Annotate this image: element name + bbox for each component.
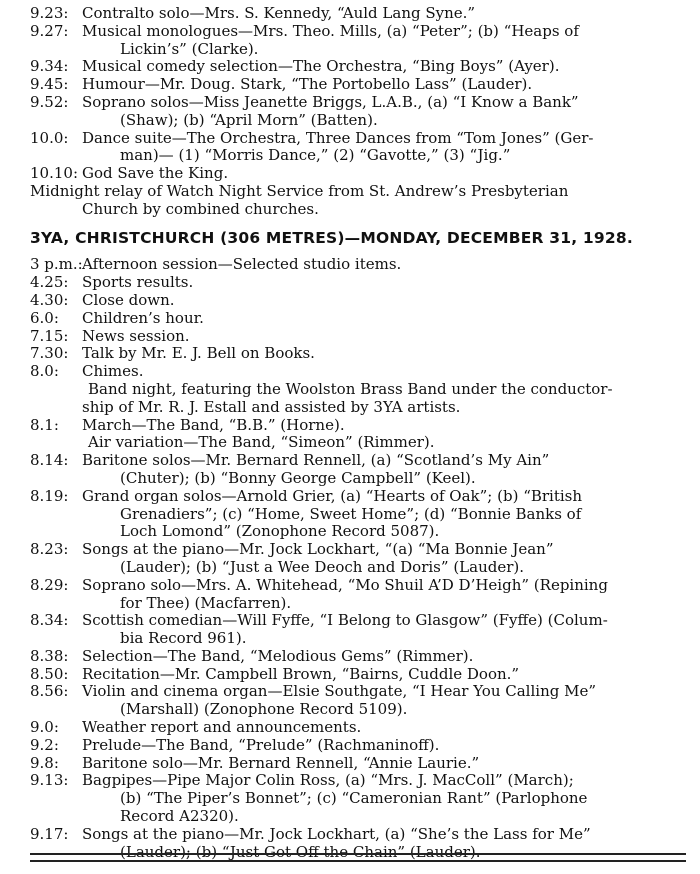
entry-time: 8.14:: [30, 451, 69, 470]
entry-line: Bagpipes—Pipe Major Colin Ross, (a) “Mrs. J. MacColl” (March);: [82, 771, 574, 790]
air-variation-line: Air variation—The Band, “Simeon” (Rimmer).: [88, 433, 435, 452]
entry-line: (Shaw); (b) “April Morn” (Batten).: [120, 110, 378, 129]
schedule-entry: [30, 23, 686, 59]
entry-description: [82, 417, 686, 435]
section-heading: 3YA, CHRISTCHURCH (306 METRES)—MONDAY, DECEMBER 31, 1928.: [30, 228, 633, 247]
entry-time: 9.45:: [30, 75, 69, 94]
schedule-list-3: [30, 452, 686, 861]
schedule-entry: [30, 292, 686, 310]
schedule-entry: [30, 737, 686, 755]
entry-time: 8.50:: [30, 664, 69, 683]
entry-time: 9.0:: [30, 718, 59, 737]
entry-line: (Marshall) (Zonophone Record 5109).: [120, 700, 408, 719]
band-night-note: [30, 381, 686, 417]
entry-line: March—The Band, “B.B.” (Horne).: [82, 415, 345, 434]
schedule-entry: [30, 541, 686, 577]
entry-line: Soprano solo—Mrs. A. Whitehead, “Mo Shuil A’D D’Heigh” (Repining: [82, 575, 608, 594]
schedule-entry: [30, 94, 686, 130]
schedule-entry: [30, 417, 686, 435]
entry-line: Lickin’s” (Clarke).: [120, 39, 259, 58]
entry-description: [82, 452, 686, 488]
midnight-relay-line-1: Midnight relay of Watch Night Service from St. Andrew’s Presbyterian: [30, 181, 569, 200]
entry-time: 4.25:: [30, 273, 69, 292]
entry-time: 6.0:: [30, 308, 59, 327]
entry-line: Violin and cinema organ—Elsie Southgate, “I Hear You Calling Me”: [82, 682, 597, 701]
entry-line: (Lauder); (b) “Just a Wee Deoch and Doris” (Lauder).: [120, 557, 525, 576]
entry-line: Prelude—The Band, “Prelude” (Rachmaninoff).: [82, 735, 440, 754]
entry-line: God Save the King.: [82, 164, 229, 183]
midnight-relay: [30, 183, 686, 219]
entry-line: Close down.: [82, 290, 175, 309]
entry-time: 9.17:: [30, 824, 69, 843]
entry-line: (b) “The Piper’s Bonnet”; (c) “Cameronian Rant” (Parlophone: [120, 789, 588, 808]
schedule-entry: [30, 683, 686, 719]
entry-line: Musical comedy selection—The Orchestra, “Bing Boys” (Ayer).: [82, 57, 560, 76]
entry-time: 3 p.m.:: [30, 255, 83, 274]
entry-time: 9.27:: [30, 21, 69, 40]
entry-time: 10.10:: [30, 164, 78, 183]
schedule-entry: [30, 256, 686, 274]
entry-description: [82, 577, 686, 613]
schedule-entry: [30, 488, 686, 541]
entry-description: [82, 310, 686, 328]
entry-description: [82, 719, 686, 737]
entry-description: [82, 130, 686, 166]
entry-line: Talk by Mr. E. J. Bell on Books.: [82, 344, 315, 363]
entry-description: [82, 165, 686, 183]
entry-description: [82, 328, 686, 346]
entry-line: Dance suite—The Orchestra, Three Dances from “Tom Jones” (Ger-: [82, 128, 594, 147]
entry-description: [82, 23, 686, 59]
entry-time: 8.23:: [30, 540, 69, 559]
entry-time: 9.2:: [30, 735, 59, 754]
entry-description: [82, 772, 686, 825]
schedule-entry: [30, 577, 686, 613]
entry-time: 9.13:: [30, 771, 69, 790]
entry-time: 9.23:: [30, 4, 69, 22]
entry-line: Grenadiers”; (c) “Home, Sweet Home”; (d) “Bonnie Banks of: [120, 504, 582, 523]
entry-description: [82, 58, 686, 76]
top-entries-list: [30, 5, 686, 183]
entry-line: Musical monologues—Mrs. Theo. Mills, (a) “Peter”; (b) “Heaps of: [82, 21, 579, 40]
entry-time: 7.30:: [30, 344, 69, 363]
entry-description: [82, 345, 686, 363]
entry-description: [82, 737, 686, 755]
entry-line: Humour—Mr. Doug. Stark, “The Portobello Lass” (Lauder).: [82, 75, 533, 94]
schedule-entry: [30, 648, 686, 666]
entry-line: Weather report and announcements.: [82, 718, 362, 737]
schedule-entry: [30, 345, 686, 363]
entry-line: News session.: [82, 326, 190, 345]
entry-description: [82, 541, 686, 577]
entry-description: [82, 94, 686, 130]
entry-line: Scottish comedian—Will Fyffe, “I Belong to Glasgow” (Fyffe) (Colum-: [82, 611, 608, 630]
entry-description: [82, 683, 686, 719]
entry-time: 8.34:: [30, 611, 69, 630]
entry-time: 8.1:: [30, 415, 59, 434]
schedule-entry: [30, 165, 686, 183]
schedule-entry: [30, 755, 686, 773]
entry-description: [82, 755, 686, 773]
schedule-list-2: [30, 417, 686, 435]
entry-time: 8.0:: [30, 362, 59, 381]
entry-description: [82, 648, 686, 666]
entry-description: [82, 666, 686, 684]
entry-line: (Chuter); (b) “Bonny George Campbell” (Keel).: [120, 468, 476, 487]
schedule-entry: [30, 719, 686, 737]
entry-line: Children’s hour.: [82, 308, 204, 327]
schedule-entry: [30, 5, 686, 23]
entry-line: man)— (1) “Morris Dance,” (2) “Gavotte,” (3) “Jig.”: [120, 146, 511, 165]
schedule-entry: [30, 76, 686, 94]
midnight-relay-line-2: Church by combined churches.: [82, 199, 319, 218]
entry-time: 8.38:: [30, 646, 69, 665]
entry-description: [82, 76, 686, 94]
entry-line: Contralto solo—Mrs. S. Kennedy, “Auld Lang Syne.”: [82, 4, 476, 22]
entry-line: Loch Lomond” (Zonophone Record 5087).: [120, 522, 440, 541]
entry-line: Grand organ solos—Arnold Grier, (a) “Hearts of Oak”; (b) “British: [82, 486, 583, 505]
entry-line: bia Record 961).: [120, 629, 247, 648]
schedule-entry: [30, 58, 686, 76]
entry-line: Afternoon session—Selected studio items.: [82, 255, 402, 274]
entry-time: 9.34:: [30, 57, 69, 76]
entry-line: Record A2320).: [120, 807, 239, 826]
schedule-entry: [30, 310, 686, 328]
entry-time: 9.8:: [30, 753, 59, 772]
entry-line: Selection—The Band, “Melodious Gems” (Rimmer).: [82, 646, 474, 665]
entry-time: 8.29:: [30, 575, 69, 594]
entry-line: Sports results.: [82, 273, 194, 292]
entry-line: Soprano solos—Miss Jeanette Briggs, L.A.B., (a) “I Know a Bank”: [82, 92, 579, 111]
schedule-entry: [30, 772, 686, 825]
entry-line: Recitation—Mr. Campbell Brown, “Bairns, Cuddle Doon.”: [82, 664, 520, 683]
entry-time: 4.30:: [30, 290, 69, 309]
schedule-entry: [30, 328, 686, 346]
entry-description: [82, 256, 686, 274]
entry-description: [82, 612, 686, 648]
entry-time: 10.0:: [30, 128, 69, 147]
schedule-entry: [30, 612, 686, 648]
entry-line: Baritone solo—Mr. Bernard Rennell, “Annie Laurie.”: [82, 753, 480, 772]
entry-description: [82, 274, 686, 292]
entry-description: [82, 488, 686, 541]
band-night-line-2: ship of Mr. R. J. Estall and assisted by 3YA artists.: [82, 397, 461, 416]
entry-line: for Thee) (Macfarren).: [120, 593, 292, 612]
schedule-entry: [30, 130, 686, 166]
entry-line: Songs at the piano—Mr. Jock Lockhart, “(a) “Ma Bonnie Jean”: [82, 540, 554, 559]
entry-line: Songs at the piano—Mr. Jock Lockhart, (a) “She’s the Lass for Me”: [82, 824, 591, 843]
schedule-entry: [30, 363, 686, 381]
schedule-entry: [30, 666, 686, 684]
entry-description: [82, 292, 686, 310]
double-rule-divider: [30, 853, 686, 862]
entry-description: [82, 363, 686, 381]
entry-time: 7.15:: [30, 326, 69, 345]
entry-line: (Lauder); (b) “Just Got Off the Chain” (Lauder).: [120, 842, 481, 861]
schedule-list: [30, 256, 686, 381]
entry-time: 8.56:: [30, 682, 69, 701]
entry-description: [82, 5, 686, 23]
entry-time: 8.19:: [30, 486, 69, 505]
schedule-entry: [30, 274, 686, 292]
entry-line: Chimes.: [82, 362, 144, 381]
entry-line: Baritone solos—Mr. Bernard Rennell, (a) “Scotland’s My Ain”: [82, 451, 550, 470]
band-night-line-1: Band night, featuring the Woolston Brass Band under the conductor-: [88, 379, 613, 398]
entry-time: 9.52:: [30, 92, 69, 111]
schedule-entry: [30, 452, 686, 488]
